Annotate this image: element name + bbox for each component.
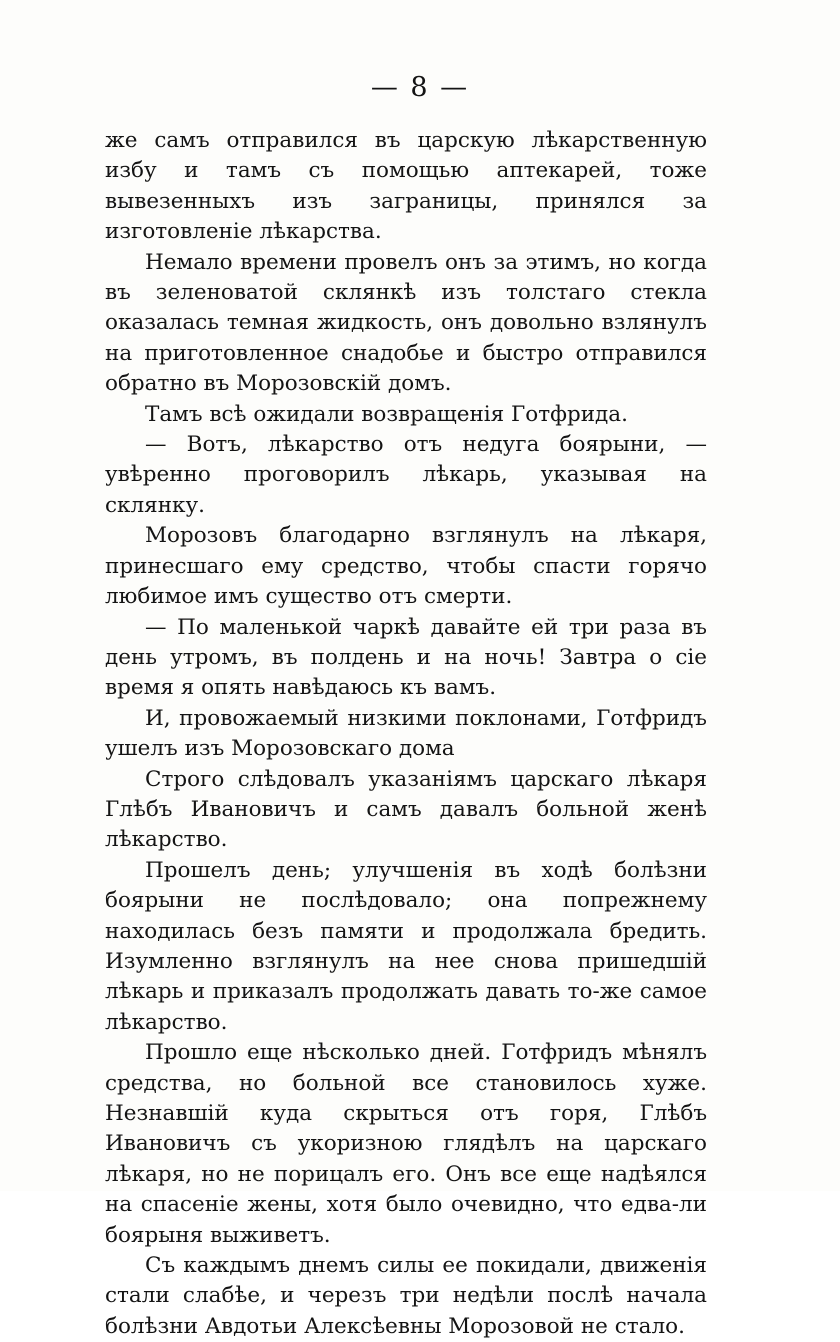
paragraph-continuation: же самъ отправился въ царскую лѣкарственную избу и тамъ съ помощью аптекарей, тоже вывезенныхъ изъ заграницы, принялся за изготовленіе лѣкарства. — [105, 128, 707, 245]
dialogue-line: — Вотъ, лѣкарство отъ недуга боярыни, — увѣренно проговорилъ лѣкарь, указывая на склянку. — [105, 432, 707, 518]
page-number: — 8 — — [370, 72, 470, 103]
paragraph: Съ каждымъ днемъ силы ее покидали, движенія стали слабѣе, и черезъ три недѣли послѣ начала болѣзни Авдотьи Алексѣевны Морозовой не стало. — [105, 1253, 707, 1339]
paragraph: Строго слѣдовалъ указаніямъ царскаго лѣкаря Глѣбъ Ивановичъ и самъ давалъ больной женѣ лѣкарство. — [105, 766, 707, 853]
paragraph: Немало времени провелъ онъ за этимъ, но когда въ зеленоватой склянкѣ изъ толстаго стекла оказалась темная жидкость, онъ довольно взлянулъ на приготовленное снадобье и быстро отправился обратно въ Морозовскій домъ. — [105, 249, 707, 397]
paragraph: И, провожаемый низкими поклонами, Готфридъ ушелъ изъ Морозовскаго дома — [105, 705, 707, 762]
paragraph: Прошло еще нѣсколько дней. Готфридъ мѣнялъ средства, но больной все становилось хуже. Незнавшій куда скрыться отъ горя, Глѣбъ Ивановичъ съ укоризною глядѣлъ на царскаго лѣкаря, но не порицалъ его. Онъ все еще надѣялся на спасеніе жены, хотя было очевидно, что едва-ли боярыня выживетъ. — [105, 1040, 707, 1248]
dialogue-line: — По маленькой чаркѣ давайте ей три раза въ день утромъ, въ полдень и на ночь! Завтра о сіе время я опять навѣдаюсь къ вамъ. — [105, 614, 707, 701]
paragraph: Тамъ всѣ ожидали возвращенія Готфрида. — [145, 401, 628, 427]
paragraph: Морозовъ благодарно взглянулъ на лѣкаря, принесшаго ему средство, чтобы спасти горячо любимое имъ существо отъ смерти. — [105, 523, 707, 610]
paragraph: Прошелъ день; улучшенія въ ходѣ болѣзни боярыни не послѣдовало; она попрежнему находилась безъ памяти и продолжала бредить. Изумленно взглянулъ на нее снова пришедшій лѣкарь и приказалъ продолжать давать то-же самое лѣкарство. — [105, 857, 707, 1035]
body-text — [105, 126, 707, 1342]
